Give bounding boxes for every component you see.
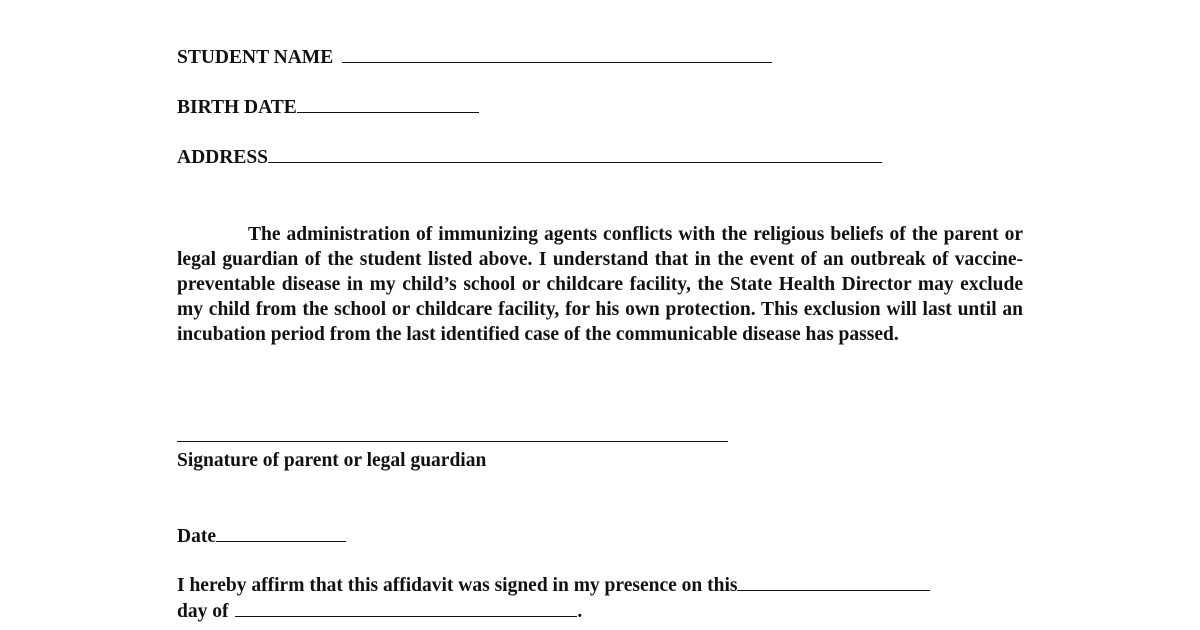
birth-date-field[interactable]	[297, 95, 479, 113]
affirmation-day-field[interactable]	[737, 573, 930, 591]
student-name-row	[177, 45, 772, 70]
day-of-month-field[interactable]	[235, 599, 577, 617]
date-label: Date	[177, 526, 216, 547]
day-of-label: day of	[177, 601, 229, 622]
date-field[interactable]	[216, 524, 346, 542]
address-field[interactable]	[268, 145, 882, 163]
affirmation-row	[177, 573, 930, 598]
period: .	[577, 601, 583, 622]
day-of-row	[177, 599, 582, 624]
signature-line[interactable]	[177, 441, 728, 442]
birth-date-row	[177, 95, 479, 120]
birth-date-label: BIRTH DATE	[177, 97, 297, 118]
date-row	[177, 524, 346, 549]
address-row	[177, 145, 882, 170]
signature-label: Signature of parent or legal guardian	[177, 450, 487, 471]
student-name-field[interactable]	[342, 45, 772, 63]
address-label: ADDRESS	[177, 147, 269, 168]
student-name-label: STUDENT NAME	[177, 47, 334, 68]
religious-exemption-statement: The administration of immunizing agents conflicts with the religious beliefs of the parent or legal guardian of the student listed above. I understand that in the event of an outbreak of vaccine-preventable disease in my child’s school or childcare facility, the State Health Director may exclude my child from the school or childcare facility, for his own protection. This exclusion will last until an incubation period from the last identified case of the communicable disease has passed.	[177, 224, 1023, 345]
affirmation-text: I hereby affirm that this affidavit was signed in my presence on this	[177, 575, 738, 596]
